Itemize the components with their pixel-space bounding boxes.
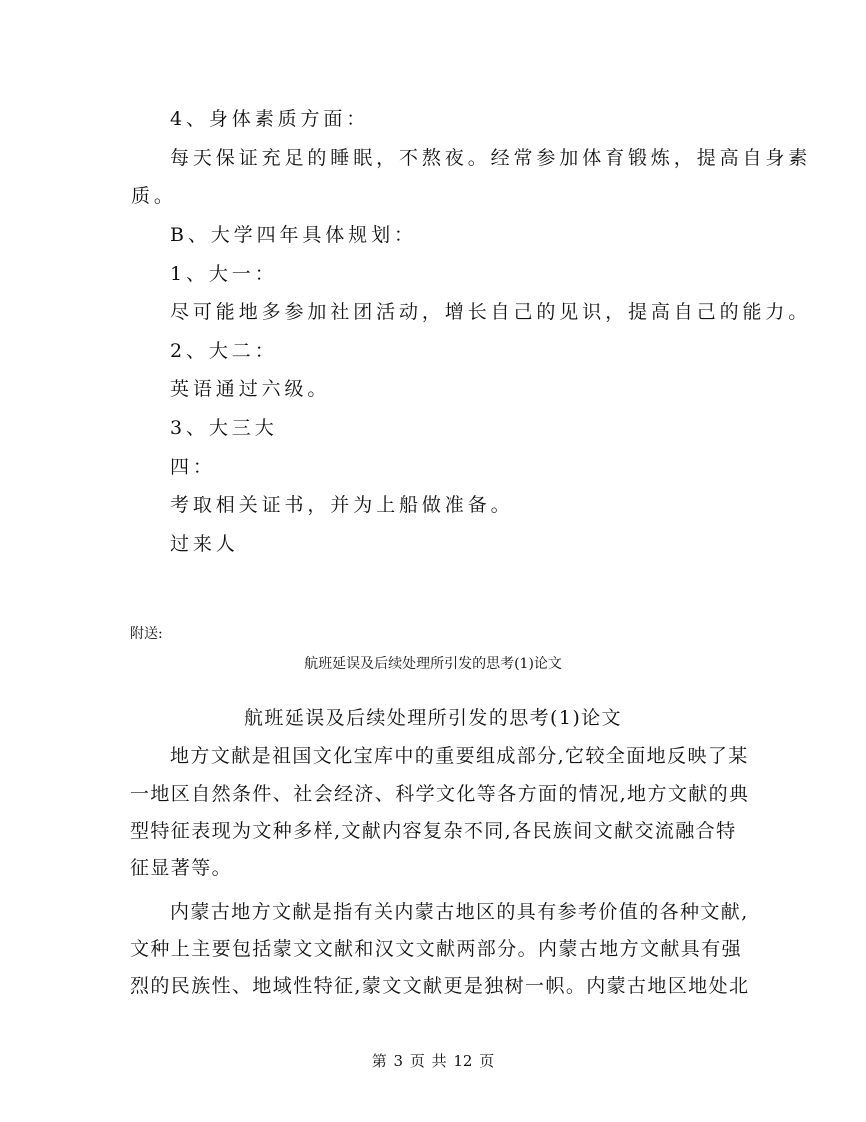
appendix-label: 附送: [130, 626, 163, 642]
text-line: 内蒙古地方文献是指有关内蒙古地区的具有参考价值的各种文献, [170, 901, 749, 923]
text-line: 1、大一： [170, 263, 278, 285]
text-line: 文种上主要包括蒙文文献和汉文文献两部分。内蒙古地方文献具有强 [130, 938, 743, 960]
text-line: 4、身体素质方面： [170, 108, 370, 130]
text-line: 四： [170, 456, 216, 478]
text-line: B、大学四年具体规划： [170, 224, 417, 246]
text-line: 2、大二： [170, 340, 278, 362]
appendix-subtitle: 航班延误及后续处理所引发的思考(1)论文 [304, 656, 562, 672]
text-line: 征显著等。 [130, 857, 233, 879]
text-line: 尽可能地多参加社团活动，增长自己的见识，提高自己的能力。 [170, 301, 812, 323]
text-line: 一地区自然条件、社会经济、科学文化等各方面的情况,地方文献的典 [130, 783, 750, 805]
text-line: 英语通过六级。 [170, 378, 331, 400]
article-title: 航班延误及后续处理所引发的思考(1)论文 [244, 707, 622, 729]
page-number: 第 3 页 共 12 页 [371, 1052, 495, 1070]
text-line: 烈的民族性、地域性特征,蒙文文献更是独树一帜。内蒙古地区地处北 [130, 975, 750, 997]
text-line: 型特征表现为文种多样,文献内容复杂不同,各民族间文献交流融合特 [130, 820, 737, 842]
text-line: 每天保证充足的睡眠，不熬夜。经常参加体育锻炼，提高自身素 [170, 147, 812, 169]
text-line: 质。 [131, 185, 177, 207]
text-line: 过来人 [170, 533, 239, 555]
text-line: 地方文献是祖国文化宝库中的重要组成部分,它较全面地反映了某 [170, 745, 749, 767]
text-line: 考取相关证书，并为上船做准备。 [170, 494, 514, 516]
text-line: 3、大三大 [170, 417, 278, 439]
